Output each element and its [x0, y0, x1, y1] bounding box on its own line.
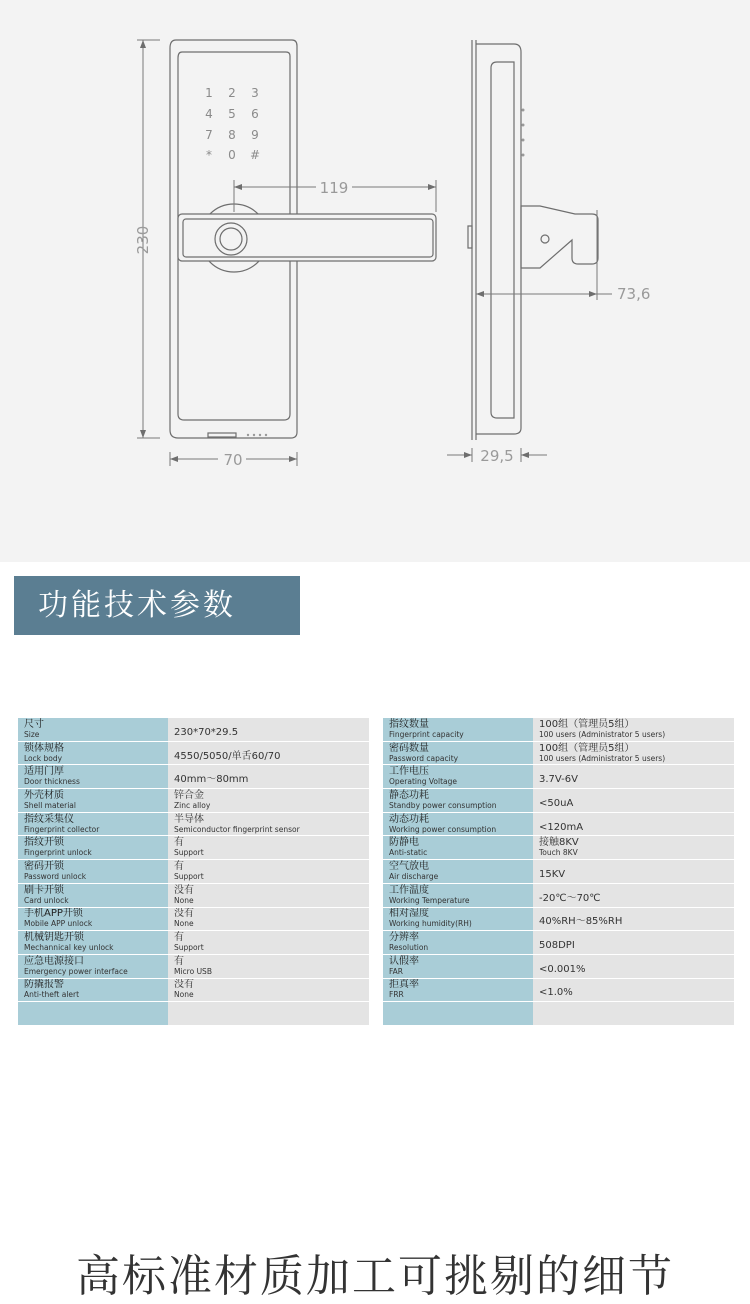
table-row [18, 741, 369, 765]
spec-value-cell [168, 812, 369, 836]
spec-value-cell [168, 860, 369, 884]
table-row [18, 931, 369, 955]
dim-thickness-label: 29,5 [480, 447, 514, 465]
spec-label-cell [18, 978, 168, 1002]
key-8: 8 [228, 128, 236, 142]
table-row [383, 741, 734, 765]
spec-value-cell [533, 860, 734, 884]
spec-value-cell [168, 1002, 369, 1026]
spec-value: 接触8KV [539, 837, 579, 849]
table-row [383, 765, 734, 789]
key-7: 7 [205, 128, 213, 142]
spec-label-zh: 指纹数量 [389, 718, 429, 730]
table-row [18, 789, 369, 813]
spec-value-en: Zinc alloy [174, 800, 211, 810]
spec-label-cell [383, 1002, 533, 1026]
technical-drawing [0, 0, 750, 562]
table-row [18, 978, 369, 1002]
spec-label-zh: 空气放电 [389, 860, 429, 872]
spec-label-cell [383, 931, 533, 955]
spec-label-cell [18, 836, 168, 860]
spec-label-zh: 机械钥匙开锁 [24, 932, 84, 944]
key-hash: # [249, 148, 261, 162]
spec-value-en: None [174, 919, 194, 929]
spec-label-en: Password capacity [389, 753, 459, 763]
spec-value-en: 100 users (Administrator 5 users) [539, 729, 666, 739]
dim-projection-label: 73,6 [617, 285, 651, 303]
spec-value-en: 100 users (Administrator 5 users) [539, 753, 666, 763]
table-row [18, 765, 369, 789]
spec-value-cell [533, 812, 734, 836]
spec-value: 有 [174, 837, 184, 849]
spec-label-zh: 动态功耗 [389, 813, 429, 825]
spec-label-en: Lock body [24, 753, 63, 763]
spec-label-en: Password unlock [24, 871, 87, 881]
spec-value-en: Support [174, 871, 204, 881]
spec-value-cell [533, 978, 734, 1002]
spec-label-zh: 拒真率 [389, 979, 419, 991]
spec-value: 没有 [174, 908, 194, 920]
spec-label-cell [383, 860, 533, 884]
spec-value-cell [168, 741, 369, 765]
spec-label-cell [383, 789, 533, 813]
spec-value-cell [533, 1002, 734, 1026]
spec-label-en: Standby power consumption [389, 800, 497, 810]
key-5: 5 [228, 107, 236, 121]
key-4: 4 [205, 107, 213, 121]
spec-label-en: FRR [389, 990, 404, 1000]
spec-value: 40%RH～85%RH [539, 916, 623, 928]
spec-value-cell [533, 931, 734, 955]
spec-value-en: Support [174, 848, 204, 858]
spec-value-cell [168, 954, 369, 978]
table-row [383, 836, 734, 860]
key-6: 6 [251, 107, 259, 121]
spec-label-cell [383, 907, 533, 931]
spec-label-cell [383, 978, 533, 1002]
spec-value-cell [168, 883, 369, 907]
spec-label-zh: 指纹采集仪 [24, 813, 74, 825]
spec-value-cell [533, 789, 734, 813]
spec-label-cell [18, 765, 168, 789]
table-row [18, 718, 369, 741]
spec-value: -20℃～70℃ [539, 892, 601, 904]
table-row [18, 860, 369, 884]
spec-label-cell [18, 812, 168, 836]
key-0: 0 [228, 148, 236, 162]
table-row [383, 1002, 734, 1026]
dim-handle-label: 119 [319, 179, 349, 197]
spec-label-cell [18, 741, 168, 765]
spec-label-en: Working humidity(RH) [389, 919, 472, 929]
table-row [383, 860, 734, 884]
spec-label-en: Fingerprint capacity [389, 729, 464, 739]
key-1: 1 [205, 86, 213, 100]
spec-value: 40mm～80mm [174, 774, 249, 786]
spec-label-en: Fingerprint collector [24, 824, 100, 834]
spec-label-en: Emergency power interface [24, 966, 128, 976]
table-row [18, 1002, 369, 1026]
spec-value: 15KV [539, 868, 566, 880]
spec-label-zh: 外壳材质 [24, 789, 64, 801]
spec-value: 100组（管理员5组） [539, 718, 635, 730]
spec-value-cell [168, 978, 369, 1002]
spec-value-en: None [174, 990, 194, 1000]
spec-value-cell [168, 718, 369, 741]
spec-label-zh: 应急电源接口 [24, 955, 84, 967]
spec-label-cell [18, 883, 168, 907]
spec-value: 锌合金 [174, 789, 204, 801]
spec-value: <0.001% [539, 963, 586, 975]
spec-value: 没有 [174, 979, 194, 991]
spec-value: 3.7V-6V [539, 774, 578, 786]
table-row [18, 954, 369, 978]
spec-label-zh: 刷卡开锁 [24, 884, 64, 896]
spec-label-zh: 防撬报警 [24, 979, 64, 991]
key-star: * [206, 148, 212, 162]
table-row [383, 812, 734, 836]
spec-label-cell [18, 907, 168, 931]
key-2: 2 [228, 86, 236, 100]
spec-value: 有 [174, 955, 184, 967]
spec-value-cell [533, 741, 734, 765]
spec-label-cell [383, 954, 533, 978]
spec-label-zh: 密码开锁 [24, 860, 64, 872]
spec-label-zh: 手机APP开锁 [24, 908, 83, 920]
spec-label-en: Card unlock [24, 895, 69, 905]
spec-label-en: FAR [389, 966, 403, 976]
spec-value-cell [168, 765, 369, 789]
spec-table-right [383, 718, 734, 1026]
spec-label-zh: 尺寸 [24, 718, 44, 730]
spec-value-cell [533, 883, 734, 907]
spec-label-en: Anti-theft alert [24, 990, 80, 1000]
table-row [18, 907, 369, 931]
spec-label-zh: 锁体规格 [24, 742, 64, 754]
spec-label-en: Operating Voltage [389, 777, 458, 787]
table-row [383, 978, 734, 1002]
dim-width-label: 70 [223, 451, 243, 469]
spec-value-cell [168, 931, 369, 955]
table-row [383, 907, 734, 931]
spec-label-en: Fingerprint unlock [24, 848, 92, 858]
key-3: 3 [251, 86, 259, 100]
spec-label-en: Working Temperature [389, 895, 470, 905]
spec-label-zh: 指纹开锁 [24, 837, 64, 849]
spec-label-en: Mobile APP unlock [24, 919, 93, 929]
spec-label-cell [18, 954, 168, 978]
spec-value: 230*70*29.5 [174, 726, 239, 738]
table-row [383, 718, 734, 741]
spec-label-zh: 工作电压 [389, 766, 429, 778]
spec-value: 100组（管理员5组） [539, 742, 635, 754]
table-row [383, 789, 734, 813]
spec-value: 4550/5050/单舌60/70 [174, 750, 281, 762]
spec-label-en: Resolution [389, 943, 429, 953]
spec-table-left [18, 718, 369, 1026]
spec-value-cell [533, 954, 734, 978]
spec-label-en: Air discharge [389, 871, 439, 881]
table-row [18, 812, 369, 836]
spec-label-cell [383, 741, 533, 765]
spec-label-zh: 工作温度 [389, 884, 429, 896]
spec-label-zh: 相对湿度 [389, 908, 429, 920]
spec-value-cell [168, 907, 369, 931]
spec-label-en: Door thickness [24, 777, 80, 787]
spec-label-zh: 静态功耗 [389, 789, 429, 801]
spec-label-cell [18, 931, 168, 955]
spec-value: <50uA [539, 797, 574, 809]
table-row [383, 954, 734, 978]
spec-value-en: Support [174, 943, 204, 953]
dim-height-label: 230 [134, 225, 152, 255]
table-row [383, 931, 734, 955]
spec-label-en: Size [24, 729, 40, 739]
keypad [205, 86, 260, 162]
spec-label-zh: 分辨率 [389, 932, 419, 944]
spec-value: 半导体 [174, 813, 204, 825]
bottom-headline: 高标准材质加工可挑剔的细节 [76, 1251, 674, 1302]
spec-label-en: Mechannical key unlock [24, 943, 114, 953]
spec-value-cell [533, 907, 734, 931]
spec-label-zh: 适用门厚 [24, 766, 64, 778]
spec-label-zh: 密码数量 [389, 742, 429, 754]
spec-label-cell [383, 765, 533, 789]
spec-value-cell [168, 836, 369, 860]
spec-label-cell [383, 812, 533, 836]
spec-value-en: Semiconductor fingerprint sensor [174, 824, 300, 834]
table-row [18, 836, 369, 860]
spec-value: <1.0% [539, 987, 573, 999]
spec-value-en: Touch 8KV [539, 848, 578, 858]
spec-label-en: Shell material [24, 800, 76, 810]
spec-value-en: Micro USB [174, 966, 212, 976]
spec-value: 有 [174, 932, 184, 944]
lock-dimension-drawing [0, 0, 750, 562]
spec-label-en: Working power consumption [389, 824, 497, 834]
spec-label-cell [18, 860, 168, 884]
table-row [383, 883, 734, 907]
spec-label-en: Anti-static [389, 848, 428, 858]
spec-value: 没有 [174, 884, 194, 896]
spec-value: 508DPI [539, 940, 575, 952]
spec-label-cell [18, 789, 168, 813]
table-row [18, 883, 369, 907]
spec-label-cell [383, 883, 533, 907]
section-title: 功能技术参数 [14, 576, 300, 635]
spec-value-cell [533, 765, 734, 789]
spec-value-cell [533, 836, 734, 860]
spec-label-cell [383, 836, 533, 860]
spec-value: <120mA [539, 821, 584, 833]
spec-value: 有 [174, 860, 184, 872]
spec-label-cell [18, 718, 168, 741]
spec-value-en: None [174, 895, 194, 905]
key-9: 9 [251, 128, 259, 142]
spec-value-cell [533, 718, 734, 741]
spec-label-zh: 防静电 [389, 837, 419, 849]
spec-value-cell [168, 789, 369, 813]
spec-label-zh: 认假率 [389, 955, 419, 967]
spec-label-cell [383, 718, 533, 741]
spec-label-cell [18, 1002, 168, 1026]
